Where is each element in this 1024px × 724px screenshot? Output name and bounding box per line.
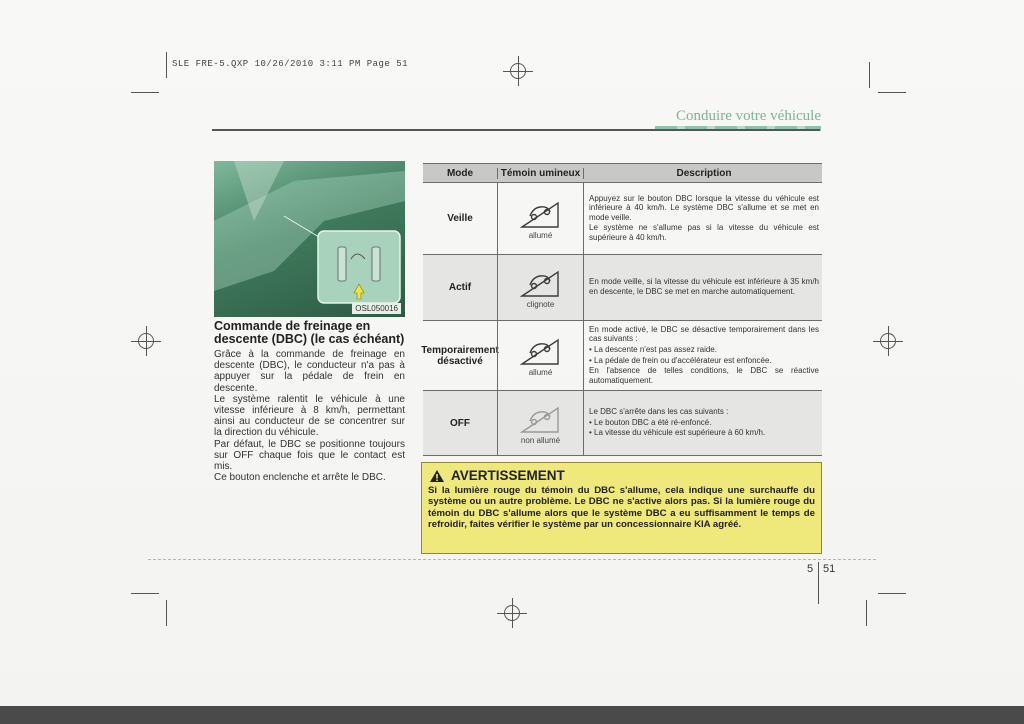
page-number-separator	[818, 562, 819, 604]
table-row	[423, 391, 822, 456]
section-title: Conduire votre véhicule	[676, 108, 821, 124]
description-text: Le système ne s'allume pas si la vitesse du véhicule est supérieure à 40 km/h.	[589, 223, 819, 242]
scan-edge	[0, 706, 1024, 724]
registration-mark-icon	[503, 56, 533, 86]
paragraph: Par défaut, le DBC se positionne toujours sur OFF chaque fois que le contact est mis.	[214, 438, 405, 473]
crop-mark	[866, 600, 867, 626]
dbc-lamp-icon	[518, 197, 564, 229]
dbc-lamp-icon	[518, 266, 564, 298]
registration-mark-icon	[497, 598, 527, 628]
lamp-state: allumé	[528, 368, 553, 377]
description-text: En l'absence de telles conditions, le DBC se réactive automatiquement.	[589, 366, 819, 385]
crop-mark	[166, 52, 167, 78]
mode-cell: Actif	[448, 282, 472, 293]
lamp-cell	[497, 321, 584, 390]
description-cell	[584, 255, 822, 320]
table-row	[423, 255, 822, 321]
warning-triangle-icon	[429, 469, 445, 483]
crop-mark	[869, 62, 870, 88]
description-text: En mode activé, le DBC se désactive temporairement dans les cas suivants :	[589, 324, 819, 344]
warning-title: AVERTISSEMENT	[451, 468, 565, 483]
header-description: Description	[676, 167, 732, 179]
lamp-state: allumé	[528, 231, 553, 240]
crop-mark	[131, 593, 159, 594]
table-row	[423, 321, 822, 391]
description-text: • La vitesse du véhicule est supérieure à 60 km/h.	[589, 428, 766, 438]
header-rule	[212, 129, 820, 131]
dbc-lamp-icon	[518, 402, 564, 434]
warning-box	[421, 462, 822, 554]
warning-text: Si la lumière rouge du témoin du DBC s'allume, cela indique une surchauffe du système ou un autre problème. Le DBC ne s'active alors pas. Si la lumière rouge du témoin du DBC s'allume alors que le système DBC a eu suffisamment le temps de refroidir, faites vérifier le système par un concessionnaire KIA agréé.	[428, 485, 815, 531]
header-mode: Mode	[446, 167, 474, 179]
description-text: • Le bouton DBC a été ré-enfoncé.	[589, 417, 712, 427]
lamp-state: clignote	[526, 300, 555, 309]
description-text: En mode veille, si la vitesse du véhicule est inférieure à 35 km/h en descente, le DBC se met en marche automatiquement.	[589, 277, 819, 296]
table-row	[423, 183, 822, 255]
crop-mark	[878, 92, 906, 93]
description-text: • La pédale de frein ou d'accélérateur est enfoncée.	[589, 355, 772, 365]
dbc-lamp-icon	[518, 334, 564, 366]
lamp-cell	[497, 183, 584, 254]
image-code: OSL050016	[352, 303, 401, 314]
description-text: Le DBC s'arrête dans les cas suivants :	[589, 407, 729, 417]
description-cell	[584, 391, 822, 455]
mode-cell: OFF	[450, 417, 470, 429]
dashboard-illustration	[214, 161, 405, 317]
page-number: 51	[823, 563, 836, 575]
mode-cell: Veille	[447, 213, 473, 224]
header-lamp: Témoin umineux	[497, 168, 584, 179]
lamp-state: non allumé	[520, 435, 561, 445]
dbc-heading: Commande de freinage en descente (DBC) (le cas échéant)	[214, 319, 405, 346]
warning-header	[422, 463, 821, 483]
description-cell	[584, 183, 822, 254]
description-text: Appuyez sur le bouton DBC lorsque la vitesse du véhicule est inférieure à 40 km/h. Le système DBC s'allume et se met en mode veille.	[589, 193, 819, 222]
dashboard-photo	[214, 161, 405, 317]
table-header-row	[423, 163, 822, 183]
footer-dotted-rule	[148, 559, 876, 560]
crop-mark	[131, 92, 159, 93]
registration-mark-icon	[873, 326, 903, 356]
mode-cell: Temporairement désactivé	[421, 344, 499, 367]
chapter-number: 5	[807, 563, 814, 575]
paragraph: Ce bouton enclenche et arrête le DBC.	[214, 472, 386, 484]
print-slug: SLE FRE-5.QXP 10/26/2010 3:11 PM Page 51	[172, 59, 409, 69]
lamp-cell	[497, 391, 584, 455]
paragraph: Grâce à la commande de freinage en descente (DBC), le conducteur n'a pas à appuyer sur la pédale de frein en descente.	[214, 349, 405, 394]
dbc-mode-table	[423, 163, 822, 456]
crop-mark	[166, 600, 167, 626]
lamp-cell	[497, 255, 584, 320]
description-cell	[584, 321, 822, 390]
crop-mark	[878, 593, 906, 594]
registration-mark-icon	[131, 326, 161, 356]
left-column	[214, 320, 405, 483]
paragraph: Le système ralentit le véhicule à une vitesse inférieure à 8 km/h, permettant ainsi au conducteur de se concentrer sur la direction du véhicule.	[214, 393, 405, 439]
description-text: • La descente n'est pas assez raide.	[589, 344, 717, 354]
